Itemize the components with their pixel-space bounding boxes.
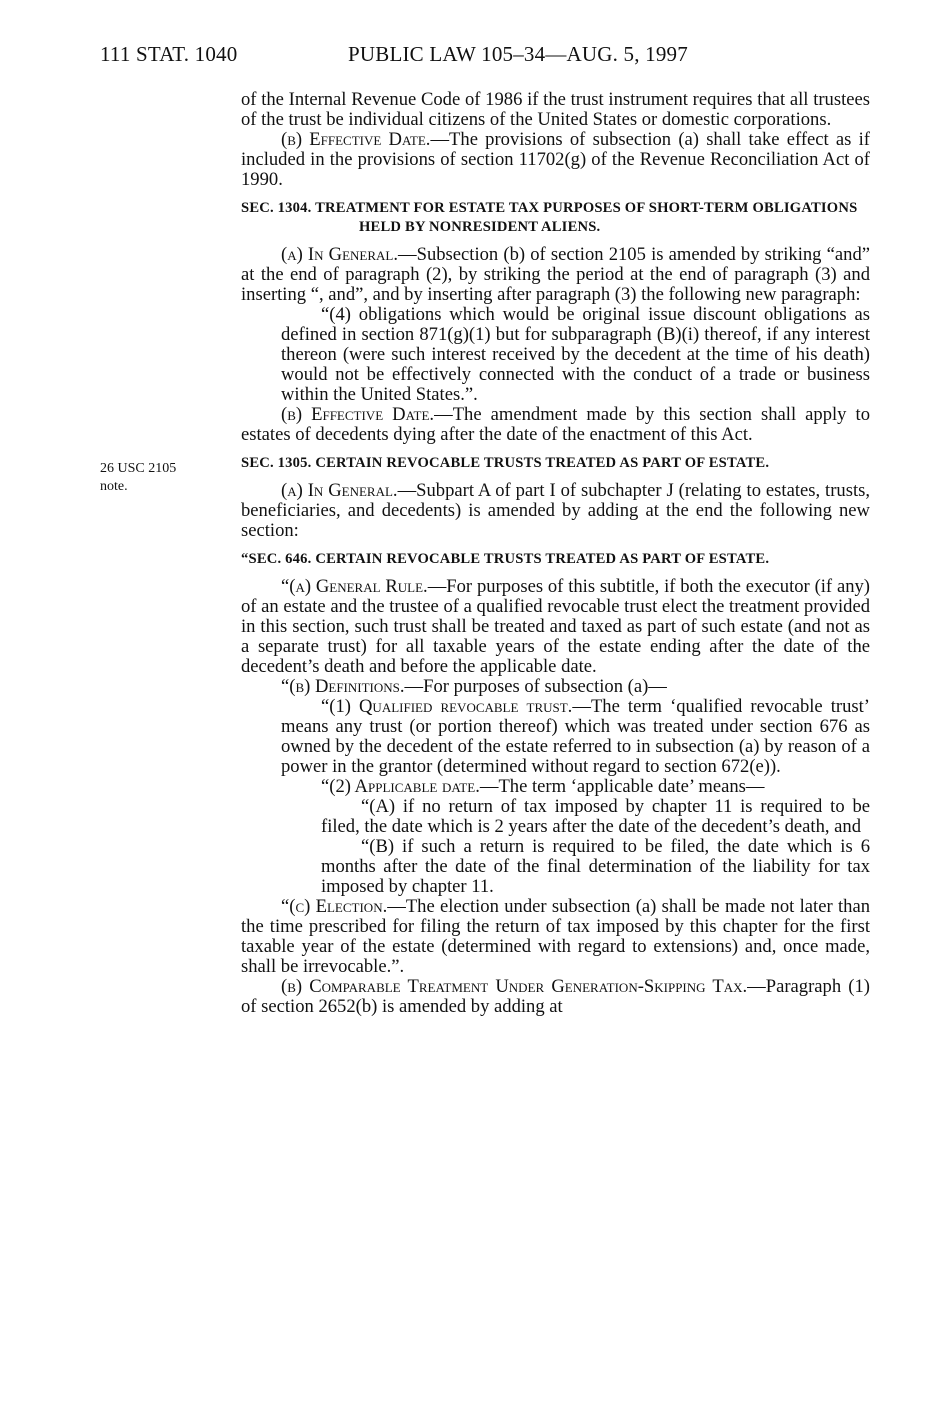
paragraph-text: —Subpart A of part I of subchapter J (relating to estates, trusts, beneficiaries, and decedents) is amended by adding at the end the following new section: xyxy=(241,480,870,541)
paragraph: “(4) obligations which would be original issue discount obligations as defined in section 871(g)(1) but for subparagraph (B)(i) thereof, if any interest thereon (were such interest received by the decedent at the time of his death) would not be effectively connected with the conduct of a trade or business within the United States.”. xyxy=(281,304,870,405)
subsection-heading: (b) Effective Date. xyxy=(281,129,431,150)
subsection-heading: “(a) General Rule. xyxy=(281,576,428,597)
subsection-heading: (a) In General. xyxy=(281,244,399,265)
paragraph-text: —For purposes of subsection (a)— xyxy=(404,676,667,697)
paragraph xyxy=(241,977,870,1017)
document-body xyxy=(241,90,870,1017)
subsection-heading: “(2) Applicable date. xyxy=(321,776,480,797)
subsection-heading: (b) Comparable Treatment Under Generation-Skipping Tax. xyxy=(281,976,748,997)
paragraph-text: —The election under subsection (a) shall be made not later than the time prescribed for filing the return of tax imposed by this chapter for the first taxable year of the estate (determined with regard to extensions) and, once made, shall be irrevocable.”. xyxy=(241,896,870,977)
subsection-heading: “(b) Definitions. xyxy=(281,676,405,697)
paragraph: “(A) if no return of tax imposed by chapter 11 is required to be filed, the date which is 2 years after the date of the decedent’s death, and xyxy=(321,796,870,837)
subsection-heading: “(c) Election. xyxy=(281,896,388,917)
section-heading: SEC. 1304. TREATMENT FOR ESTATE TAX PURPOSES OF SHORT-TERM OBLIGATIONS HELD BY NONRESIDENT ALIENS. xyxy=(241,200,858,235)
subsection-heading: (b) Effective Date. xyxy=(281,404,435,425)
paragraph: of the Internal Revenue Code of 1986 if the trust instrument requires that all trustees of the trust be individual citizens of the United States or domestic corporations. xyxy=(241,89,870,130)
section-heading: SEC. 1305. CERTAIN REVOCABLE TRUSTS TREATED AS PART OF ESTATE. xyxy=(241,455,770,471)
page-header xyxy=(100,42,870,68)
paragraph-text: —The term ‘qualified revocable trust’ means any trust (or portion thereof) which was treated under section 676 as owned by the decedent of the estate referred to in subsection (a) by reason of a power in the grantor (determined without regard to section 672(e)). xyxy=(281,696,870,777)
paragraph xyxy=(241,697,870,777)
paragraph xyxy=(241,405,870,445)
paragraph-text: —Paragraph (1) of section 2652(b) is amended by adding at xyxy=(241,976,870,1017)
subsection-heading: (a) In General. xyxy=(281,480,398,501)
margin-note-label: note. xyxy=(100,479,128,494)
paragraph xyxy=(241,245,870,305)
public-law-citation: PUBLIC LAW 105–34—AUG. 5, 1997 xyxy=(348,42,688,66)
margin-note-citation: 26 USC 2105 xyxy=(100,461,177,476)
paragraph xyxy=(241,777,870,797)
paragraph xyxy=(241,897,870,977)
paragraph-text: —Subsection (b) of section 2105 is amended by striking “and” at the end of paragraph (2), by striking the period at the end of paragraph (3) and inserting “, and”, and by inserting after paragraph (3) the following new paragraph: xyxy=(241,244,870,305)
statute-page-number: 111 STAT. 1040 xyxy=(100,42,238,66)
paragraph: “(B) if such a return is required to be filed, the date which is 6 months after the date of the final determination of the liability for tax imposed by chapter 11. xyxy=(321,836,870,897)
subsection-heading: “(1) Qualified revocable trust. xyxy=(321,696,573,717)
paragraph xyxy=(241,677,870,697)
paragraph-text: —The amendment made by this section shall apply to estates of decedents dying after the date of the enactment of this Act. xyxy=(241,404,870,445)
paragraph xyxy=(241,577,870,677)
section-heading: “SEC. 646. CERTAIN REVOCABLE TRUSTS TREATED AS PART OF ESTATE. xyxy=(241,551,770,567)
paragraph xyxy=(241,130,870,190)
paragraph-text: —The provisions of subsection (a) shall take effect as if included in the provisions of section 11702(g) of the Revenue Reconciliation Act of 1990. xyxy=(241,129,870,190)
paragraph xyxy=(241,481,870,541)
margin-note xyxy=(100,460,220,496)
paragraph-text: —The term ‘applicable date’ means— xyxy=(479,776,765,797)
paragraph-text: —For purposes of this subtitle, if both the executor (if any) of an estate and the trustee of a qualified revocable trust elect the treatment provided in this section, such trust shall be treated and taxed as part of such estate (and not as a separate trust) for all taxable years of the estate ending after the date of the decedent’s death and before the applicable date. xyxy=(241,576,870,677)
